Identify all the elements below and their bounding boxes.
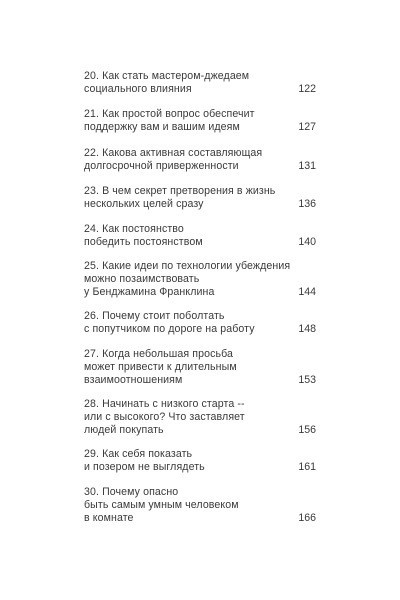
toc-entry-title — [84, 310, 284, 336]
toc-entry-title-line: у Бенджамина Франклина — [84, 286, 215, 299]
toc-entry-title-line: 21. Как простой вопрос обеспечит — [84, 108, 255, 120]
toc-entry-title-line: социального влияния — [84, 83, 192, 96]
toc-entry-28 — [84, 398, 316, 438]
toc-entry-title-line: 30. Почему опасно — [84, 486, 179, 498]
toc-entry-title-line: 25. Какие идеи по технологии убеждения — [84, 260, 291, 272]
toc-entry-title-line: 20. Как стать мастером-джедаем — [84, 70, 250, 82]
toc-entry-title-line: 24. Как постоянство — [84, 223, 184, 235]
toc-entry-title-line: с попутчиком по дороге на работу — [84, 323, 255, 336]
toc-entry-page-number: 148 — [298, 323, 316, 336]
toc-entry-title-line: 22. Какова активная составляющая — [84, 147, 263, 159]
toc-entry-title-line: может привести к длительным — [84, 361, 237, 374]
toc-entry-title-line: 29. Как себя показать — [84, 448, 193, 460]
toc-entry-title-line: 26. Почему стоит поболтать — [84, 310, 225, 322]
toc-entry-title-line: долгосрочной приверженности — [84, 160, 239, 173]
toc-entry-27 — [84, 348, 316, 388]
toc-entry-24 — [84, 223, 316, 249]
toc-entry-title — [84, 486, 284, 526]
toc-entry-page-number: 136 — [298, 198, 316, 211]
toc-entry-page-number: 131 — [298, 160, 316, 173]
toc-entry-20 — [84, 70, 316, 96]
toc-entry-title-line: можно позаимствовать — [84, 273, 200, 286]
toc-entry-23 — [84, 185, 316, 211]
toc-entry-page-number: 166 — [298, 512, 316, 525]
toc-entry-21 — [84, 108, 316, 134]
toc-entry-30 — [84, 486, 316, 526]
toc-entry-title-line: быть самым умным человеком — [84, 499, 239, 512]
toc-entry-title — [84, 147, 284, 173]
toc-entry-title-line: 28. Начинать с низкого старта -- — [84, 398, 245, 410]
toc-entry-26 — [84, 310, 316, 336]
toc-entry-title — [84, 185, 284, 211]
toc-entry-title-line: или с высокого? Что заставляет — [84, 411, 245, 424]
toc-entry-page-number: 161 — [298, 461, 316, 474]
toc-entry-title-line: 27. Когда небольшая просьба — [84, 348, 234, 360]
toc-entry-page-number: 122 — [298, 83, 316, 96]
toc-entry-title-line: 23. В чем секрет претворения в жизнь — [84, 185, 276, 197]
toc-entry-25 — [84, 260, 316, 300]
toc-entry-page-number: 127 — [298, 121, 316, 134]
toc-entry-title-line: победить постоянством — [84, 236, 203, 249]
toc-entry-title-line: и позером не выглядеть — [84, 461, 205, 474]
toc-entry-title — [84, 398, 284, 438]
toc-entry-title — [84, 260, 291, 300]
toc-entry-title — [84, 348, 284, 388]
toc-entry-title-line: нескольких целей сразу — [84, 198, 204, 211]
toc-entry-29 — [84, 448, 316, 474]
toc-entry-title — [84, 70, 284, 96]
toc-entry-title — [84, 223, 284, 249]
toc-entry-page-number: 153 — [298, 374, 316, 387]
toc-entry-title-line: поддержку вам и вашим идеям — [84, 121, 240, 134]
toc-entry-page-number: 140 — [298, 236, 316, 249]
toc-entry-title-line: в комнате — [84, 512, 134, 525]
toc-entry-title-line: взаимоотношениям — [84, 374, 183, 387]
toc-entry-page-number: 144 — [298, 286, 316, 299]
toc-entry-22 — [84, 147, 316, 173]
toc-entry-page-number: 156 — [298, 424, 316, 437]
toc-entry-title — [84, 448, 284, 474]
toc-entry-title — [84, 108, 284, 134]
toc-entry-title-line: людей покупать — [84, 424, 164, 437]
